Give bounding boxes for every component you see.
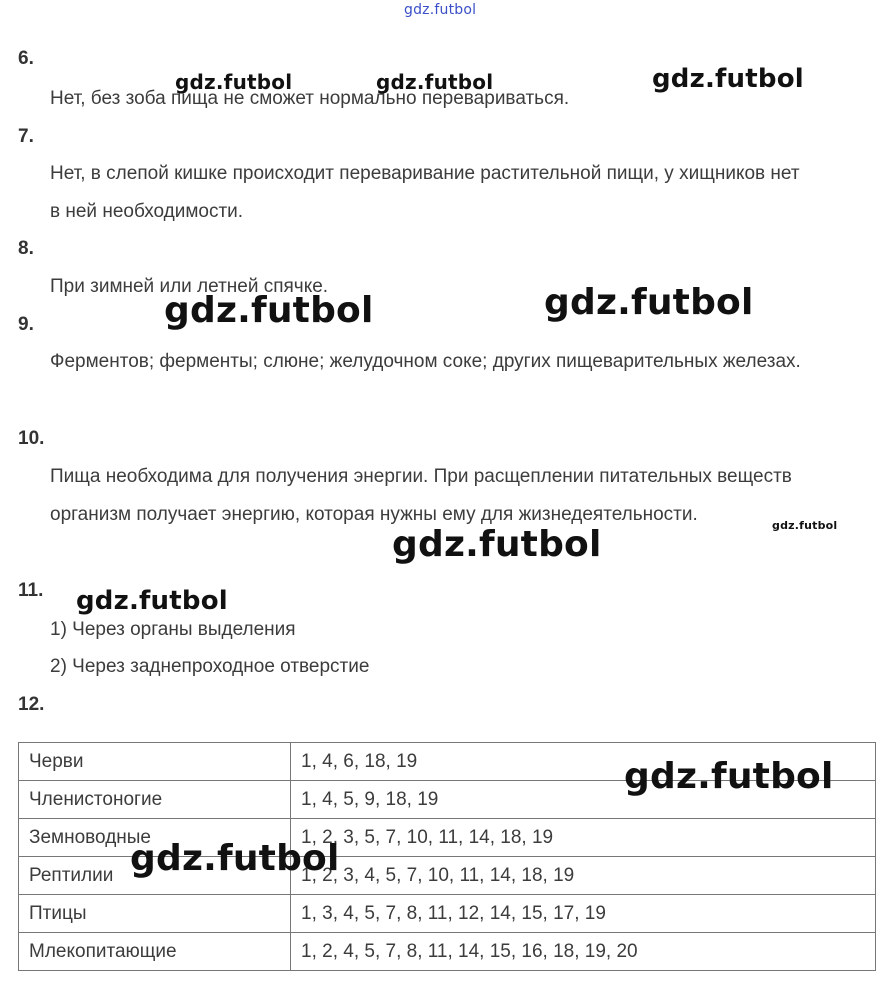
watermark: gdz.futbol [392, 524, 602, 565]
watermark: gdz.futbol [130, 838, 340, 879]
answer-text: При зимней или летней спячке. [50, 276, 329, 297]
watermark: gdz.futbol [652, 64, 804, 94]
answer-number: 7. [18, 126, 34, 147]
answer-text: Пища необходима для получения энергии. При расщеплении питательных веществ организм получает энергию, которая нужны ему для жизнедеятельности. [50, 466, 792, 525]
answer-number: 8. [18, 238, 34, 259]
watermark: gdz.futbol [404, 2, 477, 18]
watermark: gdz.futbol [376, 70, 494, 94]
watermark: gdz.futbol [175, 70, 293, 94]
table-cell-group: Земноводные [19, 819, 291, 857]
table-cell-values: 1, 2, 4, 5, 7, 8, 11, 14, 15, 16, 18, 19, 20 [291, 933, 876, 971]
watermark: gdz.futbol [76, 586, 228, 616]
answer-number: 11. [18, 580, 44, 601]
table-cell-values: 1, 2, 3, 4, 5, 7, 10, 11, 14, 18, 19 [291, 857, 876, 895]
watermark: gdz.futbol [544, 282, 754, 323]
answer-number: 6. [18, 48, 34, 69]
watermark: gdz.futbol [772, 519, 838, 532]
answer-text: Нет, без зоба пища не сможет нормально перевариваться. [50, 88, 570, 109]
table-cell-group: Рептилии [19, 857, 291, 895]
table-cell-values: 1, 4, 6, 18, 19 [291, 743, 876, 781]
answer-number: 10. [18, 428, 45, 449]
watermark: gdz.futbol [624, 756, 834, 797]
table-cell-group: Черви [19, 743, 291, 781]
answer-text: Ферментов; ферменты; слюне; желудочном соке; других пищеварительных железах. [50, 351, 801, 372]
table-cell-values: 1, 3, 4, 5, 7, 8, 11, 12, 14, 15, 17, 19 [291, 895, 876, 933]
answer-number: 12. [18, 694, 45, 715]
table-cell-group: Млекопитающие [19, 933, 291, 971]
table-cell-values: 1, 4, 5, 9, 18, 19 [291, 781, 876, 819]
table-cell-group: Членистоногие [19, 781, 291, 819]
watermark: gdz.futbol [164, 290, 374, 331]
answer-number: 9. [18, 314, 34, 335]
table-cell-values: 1, 2, 3, 5, 7, 10, 11, 14, 18, 19 [291, 819, 876, 857]
answer-text: Нет, в слепой кишке происходит переваривание растительной пищи, у хищников нет в ней необходимости. [50, 163, 800, 222]
list-item: 1) Через органы выделения [50, 619, 296, 640]
table-row [19, 895, 876, 933]
list-item: 2) Через заднепроходное отверстие [50, 656, 370, 677]
table-row [19, 933, 876, 971]
table-cell-group: Птицы [19, 895, 291, 933]
